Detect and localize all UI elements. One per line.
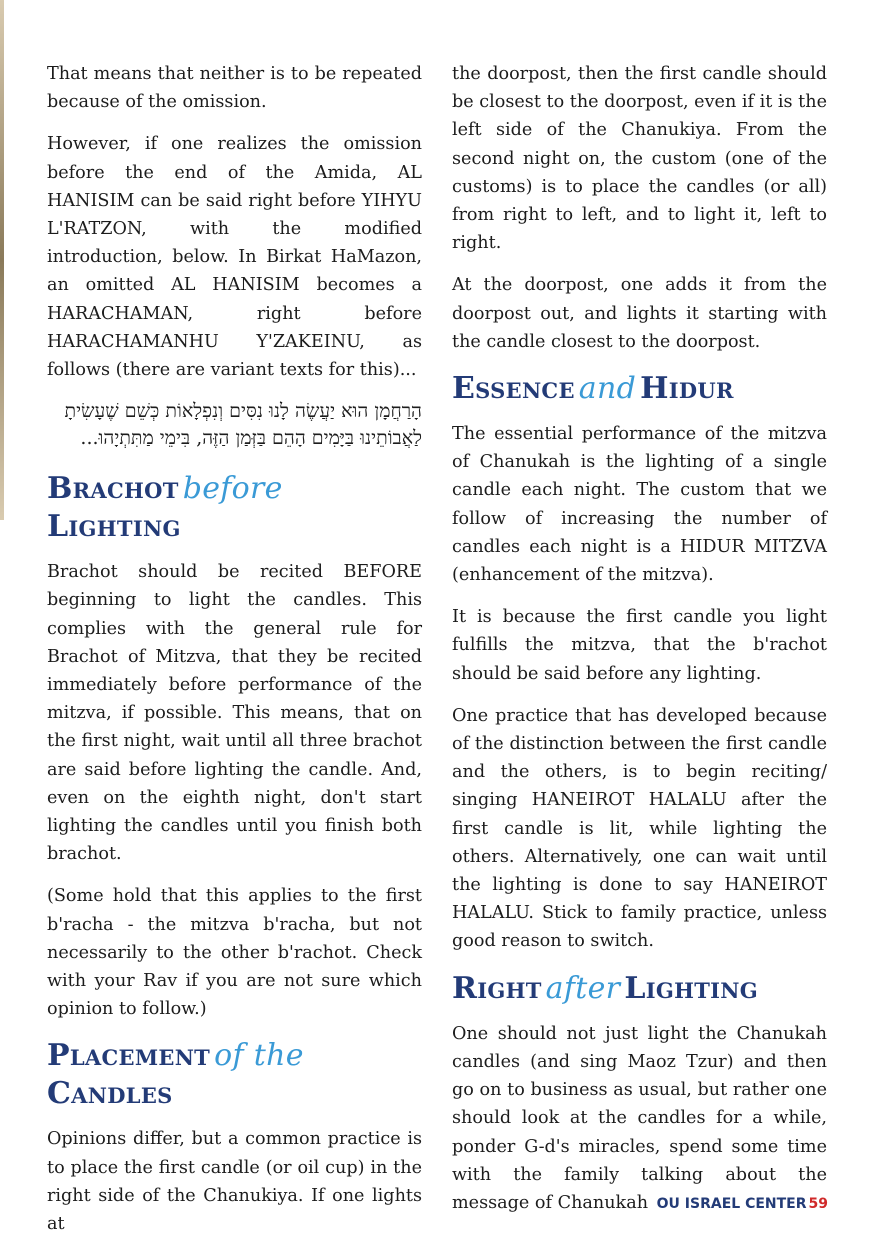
heading-word: Lighting [624,970,758,1006]
heading-script-word: before [182,471,283,507]
heading-script-word: and [578,371,637,407]
section-heading-brachot [47,470,422,546]
paragraph: It is because the first candle you light fulfills the mitzva, that the b'rachot should be said before any lighting. [452,607,827,684]
heading-word: Candles [47,1076,173,1112]
right-column [452,60,827,1231]
paragraph: Opinions differ, but a common practice is to place the first candle (or oil cup) in the right side of the Chanukiya. If one lights at [47,1129,422,1235]
paragraph: One should not just light the Chanukah candles (and sing Maoz Tzur) and then go on to business as usual, but rather one should look at the candles for a while, ponder G-d's miracles, spend some time with the family talking about the message of Chanukah [452,1023,827,1213]
page-number: 59 [808,1196,828,1212]
footer-organization: OU ISRAEL CENTER [656,1196,807,1212]
paragraph: (Some hold that this applies to the first b'racha - the mitzva b'racha, but not necessarily to the other b'rachot. Check with your Rav if you are not sure which opinion to follow.) [47,886,422,1020]
paragraph: That means that neither is to be repeated because of the omission. [47,64,422,113]
heading-word: Placement [47,1038,211,1074]
section-heading-right-after [452,970,827,1008]
paragraph: The essential performance of the mitzva of Chanukah is the lighting of a single candle each night. The custom that we follow of increasing the number of candles each night is a HIDUR MITZVA (enhancement of the mitzva). [452,424,827,586]
heading-word: Right [452,970,542,1006]
paragraph: Brachot should be recited BEFORE beginning to light the candles. This complies with the general rule for Brachot of Mitzva, that they be recited immediately before performance of the mitzva, if possible. This means, that on the first night, wait until all three brachot are said before lighting the candle. And, even on the eighth night, don't start lighting the candles until you finish both brachot. [47,562,422,865]
section-heading-essence [452,370,827,408]
heading-word: Lighting [47,509,181,545]
paragraph: the doorpost, then the first candle should be closest to the doorpost, even if it is the left side of the Chanukiya. From the second night on, the custom (one of the customs) is to place the candles (or all) from right to left, and to light it, left to right. [452,64,827,254]
page-footer [657,1196,828,1212]
heading-script-word: of the [214,1038,304,1074]
page-edge-strip [0,0,4,520]
paragraph: At the doorpost, one adds it from the doorpost out, and lights it starting with the candle closest to the doorpost. [452,275,827,352]
paragraph: However, if one realizes the omission before the end of the Amida, AL HANISIM can be said right before YIHYU L'RATZON, with the modified introduction, below. In Birkat HaMazon, an omitted AL HANISIM becomes a HARACHAMAN, right before HARACHAMANHU Y'ZAKEINU, as follows (there are variant texts for this)... [47,134,422,381]
section-heading-placement [47,1037,422,1113]
hebrew-text: הָרַחֲמָן הוּא יַעֲשֶׂה לָנוּ נִסִּים וְנִפְלָאוֹת כְּשֵׁם שֶׁעָשִׂיתָ לַאֲבוֹתֵינוּ בַּיָּמִים הָהֵם בַּזְּמַן הַזֶּה, בִּימֵי מַתִּתְיָהוּ... [64,400,422,450]
heading-script-word: after [545,970,621,1006]
left-column [47,60,422,1252]
heading-word: Hidur [640,371,734,407]
heading-word: Brachot [47,471,179,507]
paragraph: One practice that has developed because of the distinction between the first candle and the others, is to begin reciting/ singing HANEIROT HALALU after the first candle is lit, while lighting the others. Alternatively, one can wait until the lighting is done to say HANEIROT HALALU. Stick to family practice, unless good reason to switch. [452,705,827,952]
heading-word: Essence [452,371,575,407]
